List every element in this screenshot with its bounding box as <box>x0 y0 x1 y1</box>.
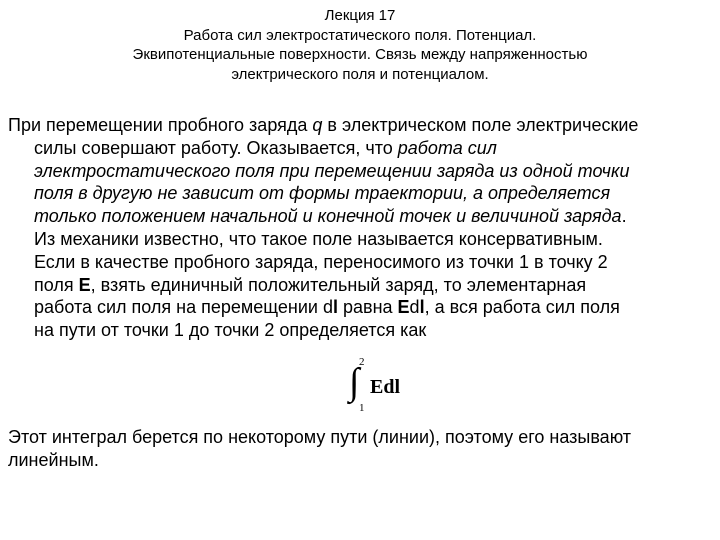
paragraph-line <box>8 182 714 205</box>
displacement-vector-symbol: l <box>332 297 338 318</box>
italic-text: поля в другую не зависит от формы траектории, а определяется <box>34 183 611 204</box>
text-span: работа сил поля на перемещении d <box>34 297 333 318</box>
paragraph-line <box>8 319 714 342</box>
text-span: При перемещении пробного заряда <box>8 115 313 135</box>
paragraph-line: линейным. <box>8 450 99 470</box>
closing-paragraph <box>8 426 714 472</box>
text-span: силы совершают работу. Оказывается, что <box>34 137 398 158</box>
integral-sign: ∫ <box>349 361 360 403</box>
paragraph-line: Этот интеграл берется по некоторому пути (линии), поэтому его называют <box>8 427 632 447</box>
paragraph-line <box>8 296 714 319</box>
paragraph-line <box>8 274 714 297</box>
text-span: Если в качестве пробного заряда, переносимого из точки 1 в точку 2 <box>34 251 608 272</box>
text-span: в электрическом поле электрические <box>322 115 639 135</box>
line-integral-formula <box>346 356 426 418</box>
field-vector-symbol: E <box>397 297 410 318</box>
text-span: d <box>409 297 420 318</box>
paragraph-line <box>8 251 714 274</box>
text-span: Из механики известно, что такое поле называется консервативным. <box>34 228 603 249</box>
paragraph-line <box>8 160 714 183</box>
main-paragraph <box>8 114 714 342</box>
integral-upper-limit: 2 <box>359 356 365 368</box>
italic-text: электростатического поля при перемещении заряда из одной точки <box>34 160 630 181</box>
lecture-header <box>60 6 660 84</box>
lecture-title-line-2: Эквипотенциальные поверхности. Связь между напряженностью <box>132 46 588 63</box>
paragraph-line <box>8 228 714 251</box>
field-vector-symbol: E <box>78 274 91 295</box>
paragraph-line <box>8 114 714 137</box>
text-span: , взять единичный положительный заряд, то элементарная <box>90 274 587 295</box>
charge-symbol: q <box>312 115 323 135</box>
paragraph-line <box>8 205 714 228</box>
italic-text: только положением начальной и конечной точек и величиной заряда <box>34 206 622 227</box>
lecture-title-line-3: электрического поля и потенциалом. <box>231 65 489 83</box>
text-span: поля <box>34 274 79 295</box>
lecture-title-line-1: Работа сил электростатического поля. Потенциал. <box>183 26 537 44</box>
text-span: , а вся работа сил поля <box>424 297 620 318</box>
text-span: на пути от точки 1 до точки 2 определяется как <box>34 320 427 341</box>
integral-lower-limit: 1 <box>359 402 365 414</box>
italic-text: работа сил <box>397 137 497 158</box>
paragraph-line <box>8 137 714 160</box>
lecture-number: Лекция 17 <box>324 7 396 24</box>
text-span: . <box>621 206 627 227</box>
displacement-vector-symbol: l <box>419 297 425 318</box>
text-span: равна <box>337 297 398 318</box>
integrand: Edl <box>370 376 401 398</box>
